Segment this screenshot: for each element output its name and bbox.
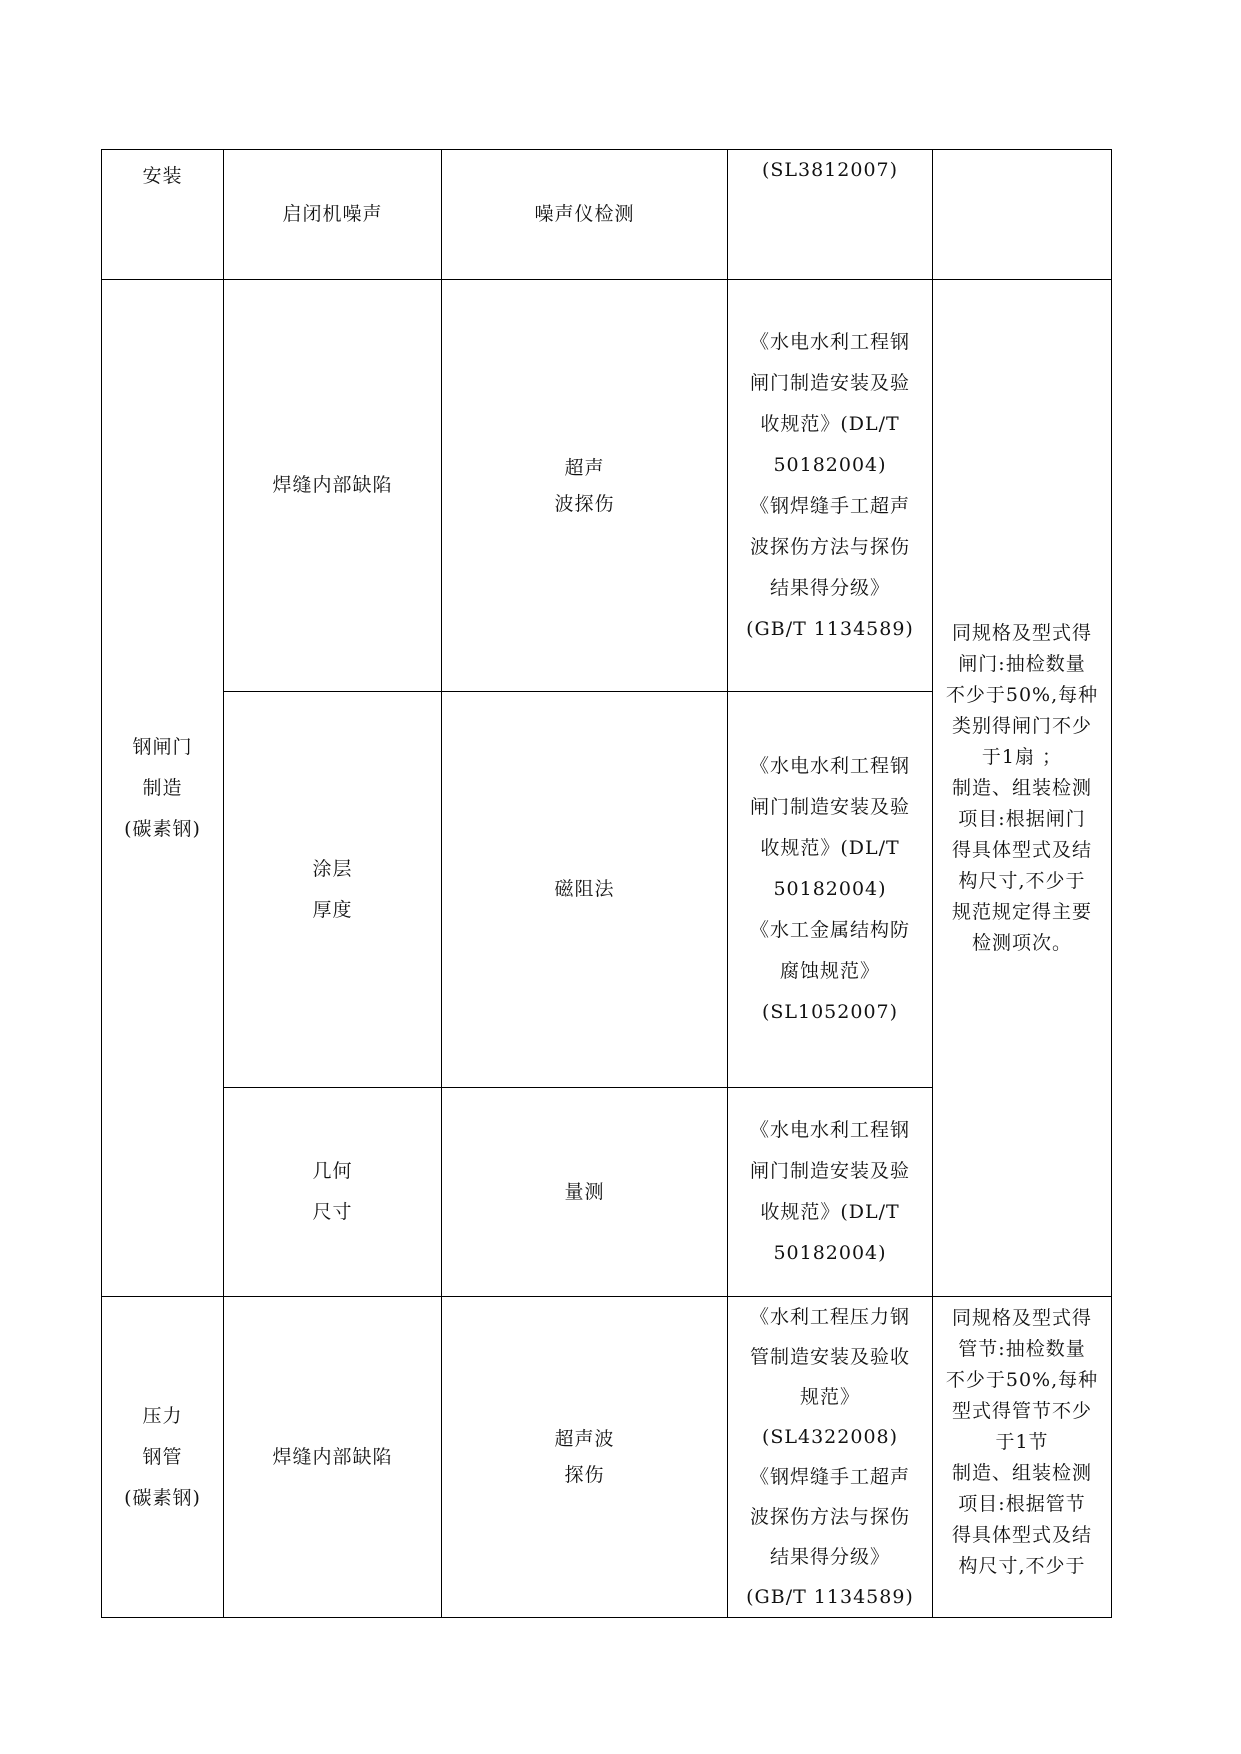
standard-cell: 《水电水利工程钢 闸门制造安装及验 收规范》(DL/T 50182004) 《钢焊缝手工超声 波探伤方法与探伤 结果得分级》 (GB/T 1134589) — [728, 280, 933, 692]
category-cell: 压力 钢管 (碳素钢) — [102, 1297, 224, 1618]
method-cell: 超声 波探伤 — [442, 280, 728, 692]
table-row — [102, 150, 1112, 280]
category-cell: 钢闸门 制造 (碳素钢) — [102, 280, 224, 1297]
method-cell: 磁阻法 — [442, 692, 728, 1088]
standard-cell: 《水电水利工程钢 闸门制造安装及验 收规范》(DL/T 50182004) — [728, 1088, 933, 1297]
method-cell: 量测 — [442, 1088, 728, 1297]
item-cell: 几何 尺寸 — [224, 1088, 442, 1297]
category-cell: 安装 — [102, 150, 224, 280]
table-row — [102, 1297, 1112, 1618]
item-cell: 涂层 厚度 — [224, 692, 442, 1088]
method-cell: 超声波 探伤 — [442, 1297, 728, 1618]
item-cell: 焊缝内部缺陷 — [224, 1297, 442, 1618]
note-cell: 同规格及型式得 闸门:抽检数量 不少于50%,每种 类别得闸门不少 于1扇 ； 制造、组装检测 项目:根据闸门 得具体型式及结 构尺寸,不少于 规范规定得主要 检测项次。 — [933, 280, 1112, 1297]
inspection-table — [101, 149, 1112, 1618]
standard-cell: 《水利工程压力钢 管制造安装及验收 规范》(SL4322008) 《钢焊缝手工超声 波探伤方法与探伤 结果得分级》 (GB/T 1134589) — [728, 1297, 933, 1618]
standard-cell: 《水电水利工程钢 闸门制造安装及验 收规范》(DL/T 50182004) 《水工金属结构防 腐蚀规范》 (SL1052007) — [728, 692, 933, 1088]
item-cell: 焊缝内部缺陷 — [224, 280, 442, 692]
item-cell: 启闭机噪声 — [224, 150, 442, 280]
method-cell: 噪声仪检测 — [442, 150, 728, 280]
note-cell — [933, 150, 1112, 280]
note-cell: 同规格及型式得 管节:抽检数量 不少于50%,每种 型式得管节不少 于1节 制造、组装检测 项目:根据管节 得具体型式及结 构尺寸,不少于 — [933, 1297, 1112, 1618]
table-row — [102, 280, 1112, 692]
standard-cell: (SL3812007) — [728, 150, 933, 280]
